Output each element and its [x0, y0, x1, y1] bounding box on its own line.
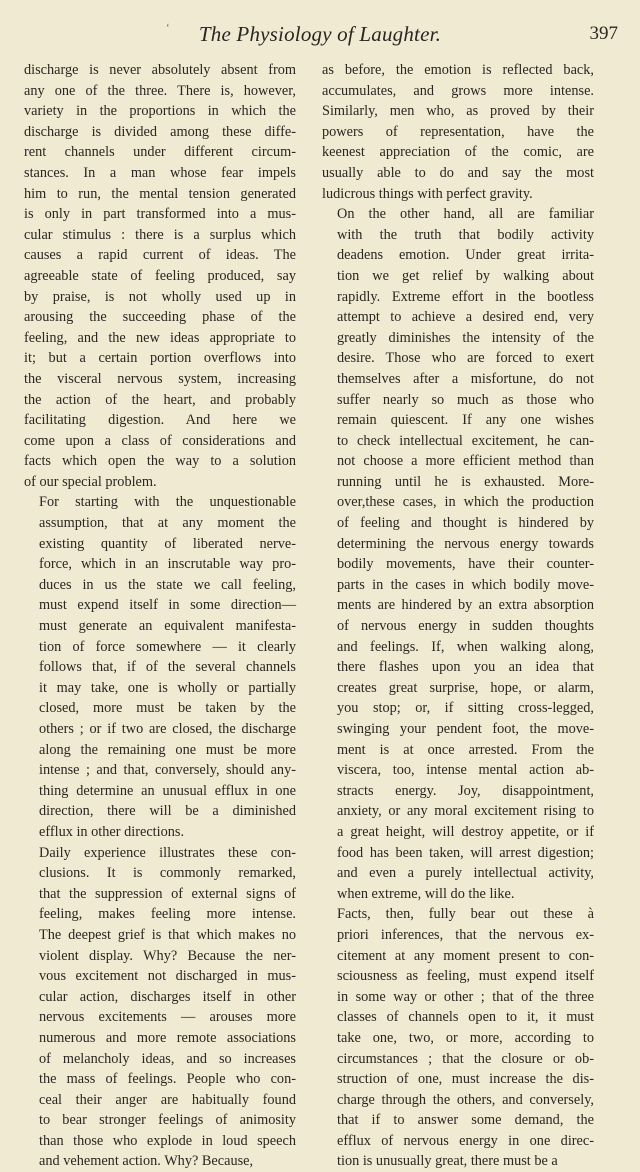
text-line: creates great surprise, hope, or alarm, — [337, 679, 594, 696]
paragraph — [322, 904, 594, 1172]
text-line: clusions. It is commonly remarked, — [39, 865, 296, 882]
text-line: feeling, makes feeling more intense. — [39, 906, 296, 923]
text-line: of melancholy ideas, and so increases — [39, 1050, 296, 1067]
text-line: tion we get relief by walking about — [337, 267, 594, 284]
text-line: numerous and more remote associations — [39, 1029, 296, 1046]
text-line: in some way or other ; that of the three — [337, 988, 594, 1005]
right-column — [322, 60, 594, 1172]
text-line: causes a rapid current of ideas. The — [24, 247, 296, 264]
page-header — [0, 22, 640, 48]
text-line: the action of the heart, and probably — [24, 391, 296, 408]
text-line: powers of representation, have the — [322, 123, 594, 140]
text-line: themselves after a misfortune, do not — [337, 370, 594, 387]
text-line: determining the nervous energy towards — [337, 535, 594, 552]
text-line: facilitating digestion. And here we — [24, 412, 296, 429]
text-line: any one of the three. There is, however, — [24, 82, 296, 99]
text-line: On the other hand, all are familiar — [337, 206, 594, 223]
text-line: feeling, and the new ideas appropriate to — [24, 329, 296, 346]
text-line: suffer nearly so much as those who — [337, 391, 594, 408]
text-line: For starting with the unquestionable — [39, 494, 296, 511]
text-line: greatly diminishes the intensity of the — [337, 329, 594, 346]
text-line: of our special problem. — [24, 473, 157, 490]
text-line: when extreme, will do the like. — [337, 885, 515, 902]
margin-mark: ‘ — [166, 22, 170, 34]
text-line: rapidly. Extreme effort in the bootless — [337, 288, 594, 305]
paragraph — [24, 843, 296, 1172]
text-line: must expend itself in some direction— — [39, 597, 296, 614]
text-line: ceal their anger are habitually found — [39, 1091, 296, 1108]
text-line: assumption, that at any moment the — [39, 515, 296, 532]
text-line: cular action, discharges itself in other — [39, 988, 296, 1005]
text-line: The deepest grief is that which makes no — [39, 926, 296, 943]
text-line: ments are hindered by an extra absorption — [337, 597, 594, 614]
text-line: ludicrous things with perfect gravity. — [322, 185, 533, 202]
text-line: with the truth that bodily activity — [337, 226, 594, 243]
text-line: Similarly, men who, as proved by their — [322, 103, 594, 120]
text-line: classes of channels open to it, it must — [337, 1009, 594, 1026]
text-line: efflux of nervous energy in one direc- — [337, 1132, 594, 1149]
text-line: efflux in other directions. — [39, 823, 185, 840]
text-line: come upon a class of considerations and — [24, 432, 296, 449]
text-line: a great height, will destroy appetite, or if — [337, 823, 594, 840]
text-line: tion of force somewhere — it clearly — [39, 638, 296, 655]
text-line: not choose a more efficient method than — [337, 453, 594, 470]
text-line: ment is at once arrested. From the — [337, 741, 594, 758]
text-line: discharge is never absolutely absent from — [24, 62, 296, 78]
text-line: and feelings. If, when walking along, — [337, 638, 594, 655]
text-line: follows that, if of the several channels — [39, 659, 296, 676]
text-line: Daily experience illustrates these con- — [39, 844, 296, 861]
text-line: Facts, then, fully bear out these à — [337, 906, 594, 923]
text-line: violent display. Why? Because the ner- — [39, 947, 296, 964]
text-line: deadens emotion. Under great irrita- — [337, 247, 594, 264]
text-line: others ; or if two are closed, the discharge — [39, 721, 296, 737]
text-line: along the remaining one must be more — [39, 741, 296, 758]
text-line: nervous excitements — arouses more — [39, 1009, 296, 1026]
running-title: The Physiology of Laughter. — [198, 22, 442, 46]
text-line: anxiety, or any moral excitement rising to — [337, 803, 594, 820]
paragraph — [24, 492, 296, 842]
text-line: bodily movements, have their counter- — [337, 556, 594, 573]
text-line: variety in the proportions in which the — [24, 103, 296, 120]
text-line: remain quiescent. If any one wishes — [337, 412, 594, 429]
text-line: direction, there will be a diminished — [39, 803, 296, 820]
text-line: force, which in an inscrutable way pro- — [39, 556, 296, 573]
text-line: charge through the others, and conversely, — [337, 1091, 594, 1108]
text-line: viscera, too, intense mental action ab- — [337, 762, 594, 779]
text-line: citement at any moment present to con- — [337, 947, 594, 964]
text-line: and even a purely intellectual activity, — [337, 865, 594, 882]
text-line: the visceral nervous system, increasing — [24, 370, 296, 387]
text-line: rent channels under different circum- — [24, 144, 296, 161]
text-line: accumulates, and grows more intense. — [322, 82, 594, 99]
text-line: him to run, the mental tension generated — [24, 185, 296, 202]
text-line: by praise, is not wholly used up in — [24, 288, 296, 305]
text-line: parts in the cases in which bodily move- — [337, 576, 594, 593]
text-line: thing determine an unusual efflux in one — [39, 782, 296, 799]
text-line: and vehement action. Why? Because, — [39, 1153, 254, 1170]
paragraph — [322, 60, 594, 204]
text-line: duces in us the state we call feeling, — [39, 576, 296, 593]
text-line: it may take, one is wholly or partially — [39, 679, 296, 696]
text-line: must generate an equivalent manifesta- — [39, 618, 296, 635]
text-line: than those who explode in loud speech — [39, 1132, 296, 1149]
text-line: sciousness as feeling, must expend itself — [337, 968, 594, 985]
text-line: swinging your pendent foot, the move- — [337, 721, 594, 737]
text-line: it; but a certain portion overflows into — [24, 350, 296, 367]
text-line: agreeable state of feeling produced, say — [24, 267, 296, 284]
text-line: usually able to do and say the most — [322, 164, 594, 181]
text-line: facts which open the way to a solution — [24, 453, 296, 470]
text-line: there flashes upon you an idea that — [337, 659, 594, 676]
paragraph — [322, 204, 594, 904]
page-number: 397 — [589, 23, 618, 44]
text-line: discharge is divided among these diffe- — [24, 123, 296, 140]
text-line: struction of one, must increase the dis- — [337, 1071, 594, 1088]
text-line: of feeling and thought is hindered by — [337, 515, 594, 532]
text-line: keenest appreciation of the comic, are — [322, 144, 594, 161]
text-line: closed, more must be taken by the — [39, 700, 296, 717]
text-line: food has been taken, will arrest digestion; — [337, 844, 594, 861]
text-line: stances. In a man whose fear impels — [24, 164, 296, 181]
text-line: desire. Those who are forced to exert — [337, 350, 594, 367]
text-line: tion is unusually great, there must be a — [337, 1153, 558, 1170]
text-line: circumstances ; that the closure or ob- — [337, 1050, 594, 1067]
text-line: take one, two, or more, according to — [337, 1029, 594, 1046]
text-line: over,these cases, in which the production — [337, 494, 594, 511]
text-line: the mass of feelings. People who con- — [39, 1071, 296, 1088]
text-line: priori inferences, that the nervous ex- — [337, 926, 594, 943]
text-line: that the suppression of external signs of — [39, 885, 296, 902]
text-line: attempt to achieve a desired end, very — [337, 309, 594, 326]
text-line: to check intellectual excitement, he can- — [337, 432, 594, 449]
text-line: of nervous energy in sudden thoughts — [337, 618, 594, 635]
text-line: intense ; and that, conversely, should any- — [39, 762, 296, 779]
text-line: arousing the succeeding phase of the — [24, 309, 296, 326]
text-line: to bear stronger feelings of animosity — [39, 1112, 296, 1129]
text-line: is only in part transformed into a mus- — [24, 206, 296, 223]
left-column — [24, 60, 296, 1172]
text-line: cular stimulus : there is a surplus which — [24, 226, 296, 243]
text-line: vous excitement not discharged in mus- — [39, 968, 296, 985]
text-line: stracts energy. Joy, disappointment, — [337, 782, 594, 799]
text-line: existing quantity of liberated nerve- — [39, 535, 296, 552]
text-line: that if to answer some demand, the — [337, 1112, 594, 1129]
text-line: you stop; or, if sitting cross-legged, — [337, 700, 594, 717]
text-line: as before, the emotion is reflected back, — [322, 62, 594, 78]
paragraph — [24, 60, 296, 492]
text-line: running until he is exhausted. More- — [337, 473, 594, 490]
